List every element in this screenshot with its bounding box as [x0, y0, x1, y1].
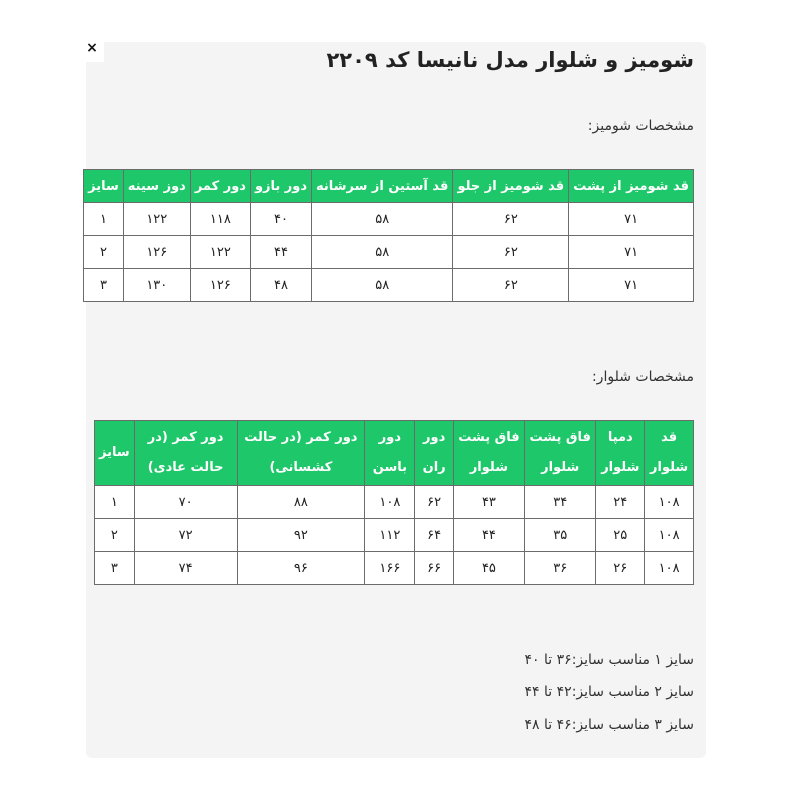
table-cell: ۵۸ [312, 203, 453, 236]
table-cell: ۷۰ [134, 486, 237, 519]
table-row [84, 203, 694, 236]
pants-section-label: مشخصات شلوار: [591, 369, 694, 385]
table-cell: ۲۴ [596, 486, 645, 519]
table-cell: ۷۱ [569, 236, 694, 269]
table-cell: ۱۰۸ [365, 486, 415, 519]
table-cell: ۷۲ [134, 519, 237, 552]
table-cell: ۲ [84, 236, 124, 269]
table-header-cell: سایز [84, 170, 124, 203]
table-header-cell: دور کمر (در حالت عادی) [134, 421, 237, 486]
table-header-row [95, 421, 694, 486]
table-header-cell: فاق پشت شلوار [453, 421, 524, 486]
table-cell: ۶۲ [453, 236, 569, 269]
table-cell: ۳ [84, 269, 124, 302]
table-cell: ۶۲ [453, 269, 569, 302]
table-header-cell: دور ران [415, 421, 453, 486]
table-cell: ۴۳ [453, 486, 524, 519]
table-cell: ۷۱ [569, 269, 694, 302]
table-cell: ۳ [95, 552, 135, 585]
table-cell: ۱۱۸ [190, 203, 250, 236]
table-header-cell: دور بازو [250, 170, 311, 203]
close-button[interactable]: × [80, 38, 104, 62]
table-header-cell: قد شومیز از جلو [453, 170, 569, 203]
table-cell: ۶۲ [453, 203, 569, 236]
table-cell: ۳۴ [525, 486, 596, 519]
table-cell: ۱ [95, 486, 135, 519]
table-row [84, 236, 694, 269]
table-row [95, 486, 694, 519]
table-cell: ۱۲۲ [190, 236, 250, 269]
table-cell: ۱۱۲ [365, 519, 415, 552]
table-cell: ۱۲۶ [123, 236, 190, 269]
table-cell: ۶۶ [415, 552, 453, 585]
table-cell: ۶۲ [415, 486, 453, 519]
table-row [84, 269, 694, 302]
shirt-section-label: مشخصات شومیز: [587, 118, 694, 134]
table-cell: ۴۰ [250, 203, 311, 236]
table-cell: ۱۲۶ [190, 269, 250, 302]
table-header-cell: فاق پشت شلوار [525, 421, 596, 486]
table-cell: ۳۶ [525, 552, 596, 585]
table-cell: ۴۴ [250, 236, 311, 269]
table-cell: ۲۶ [596, 552, 645, 585]
table-header-cell: سایز [95, 421, 135, 486]
table-header-cell: دور کمر [190, 170, 250, 203]
table-cell: ۵۸ [312, 269, 453, 302]
table-cell: ۱۲۲ [123, 203, 190, 236]
table-cell: ۷۱ [569, 203, 694, 236]
table-cell: ۴۸ [250, 269, 311, 302]
table-cell: ۴۴ [453, 519, 524, 552]
table-header-row [84, 170, 694, 203]
size-note-3: سایز ۳ مناسب سایز:۴۶ تا ۴۸ [524, 717, 694, 733]
table-header-cell: دور کمر (در حالت کشسانی) [237, 421, 365, 486]
table-cell: ۷۴ [134, 552, 237, 585]
shirt-spec-table [83, 169, 694, 302]
table-cell: ۳۵ [525, 519, 596, 552]
size-note-2: سایز ۲ مناسب سایز:۴۲ تا ۴۴ [524, 684, 694, 700]
table-row [95, 552, 694, 585]
table-cell: ۱۰۸ [645, 552, 694, 585]
table-header-cell: قد شلوار [645, 421, 694, 486]
table-cell: ۶۴ [415, 519, 453, 552]
table-cell: ۲۵ [596, 519, 645, 552]
table-cell: ۸۸ [237, 486, 365, 519]
table-cell: ۱۶۶ [365, 552, 415, 585]
table-cell: ۱۰۸ [645, 519, 694, 552]
table-cell: ۹۲ [237, 519, 365, 552]
table-cell: ۹۶ [237, 552, 365, 585]
table-cell: ۴۵ [453, 552, 524, 585]
table-cell: ۱۰۸ [645, 486, 694, 519]
product-spec-panel [86, 42, 706, 758]
table-cell: ۱۳۰ [123, 269, 190, 302]
table-header-cell: قد آستین از سرشانه [312, 170, 453, 203]
table-cell: ۱ [84, 203, 124, 236]
page-title: شومیز و شلوار مدل نانیسا کد ۲۲۰۹ [326, 48, 694, 72]
table-header-cell: دوز سینه [123, 170, 190, 203]
table-cell: ۲ [95, 519, 135, 552]
table-header-cell: دور باسن [365, 421, 415, 486]
size-note-1: سایز ۱ مناسب سایز:۳۶ تا ۴۰ [524, 652, 694, 668]
table-header-cell: دمپا شلوار [596, 421, 645, 486]
table-cell: ۵۸ [312, 236, 453, 269]
pants-spec-table [94, 420, 694, 585]
table-header-cell: قد شومیز از پشت [569, 170, 694, 203]
table-row [95, 519, 694, 552]
